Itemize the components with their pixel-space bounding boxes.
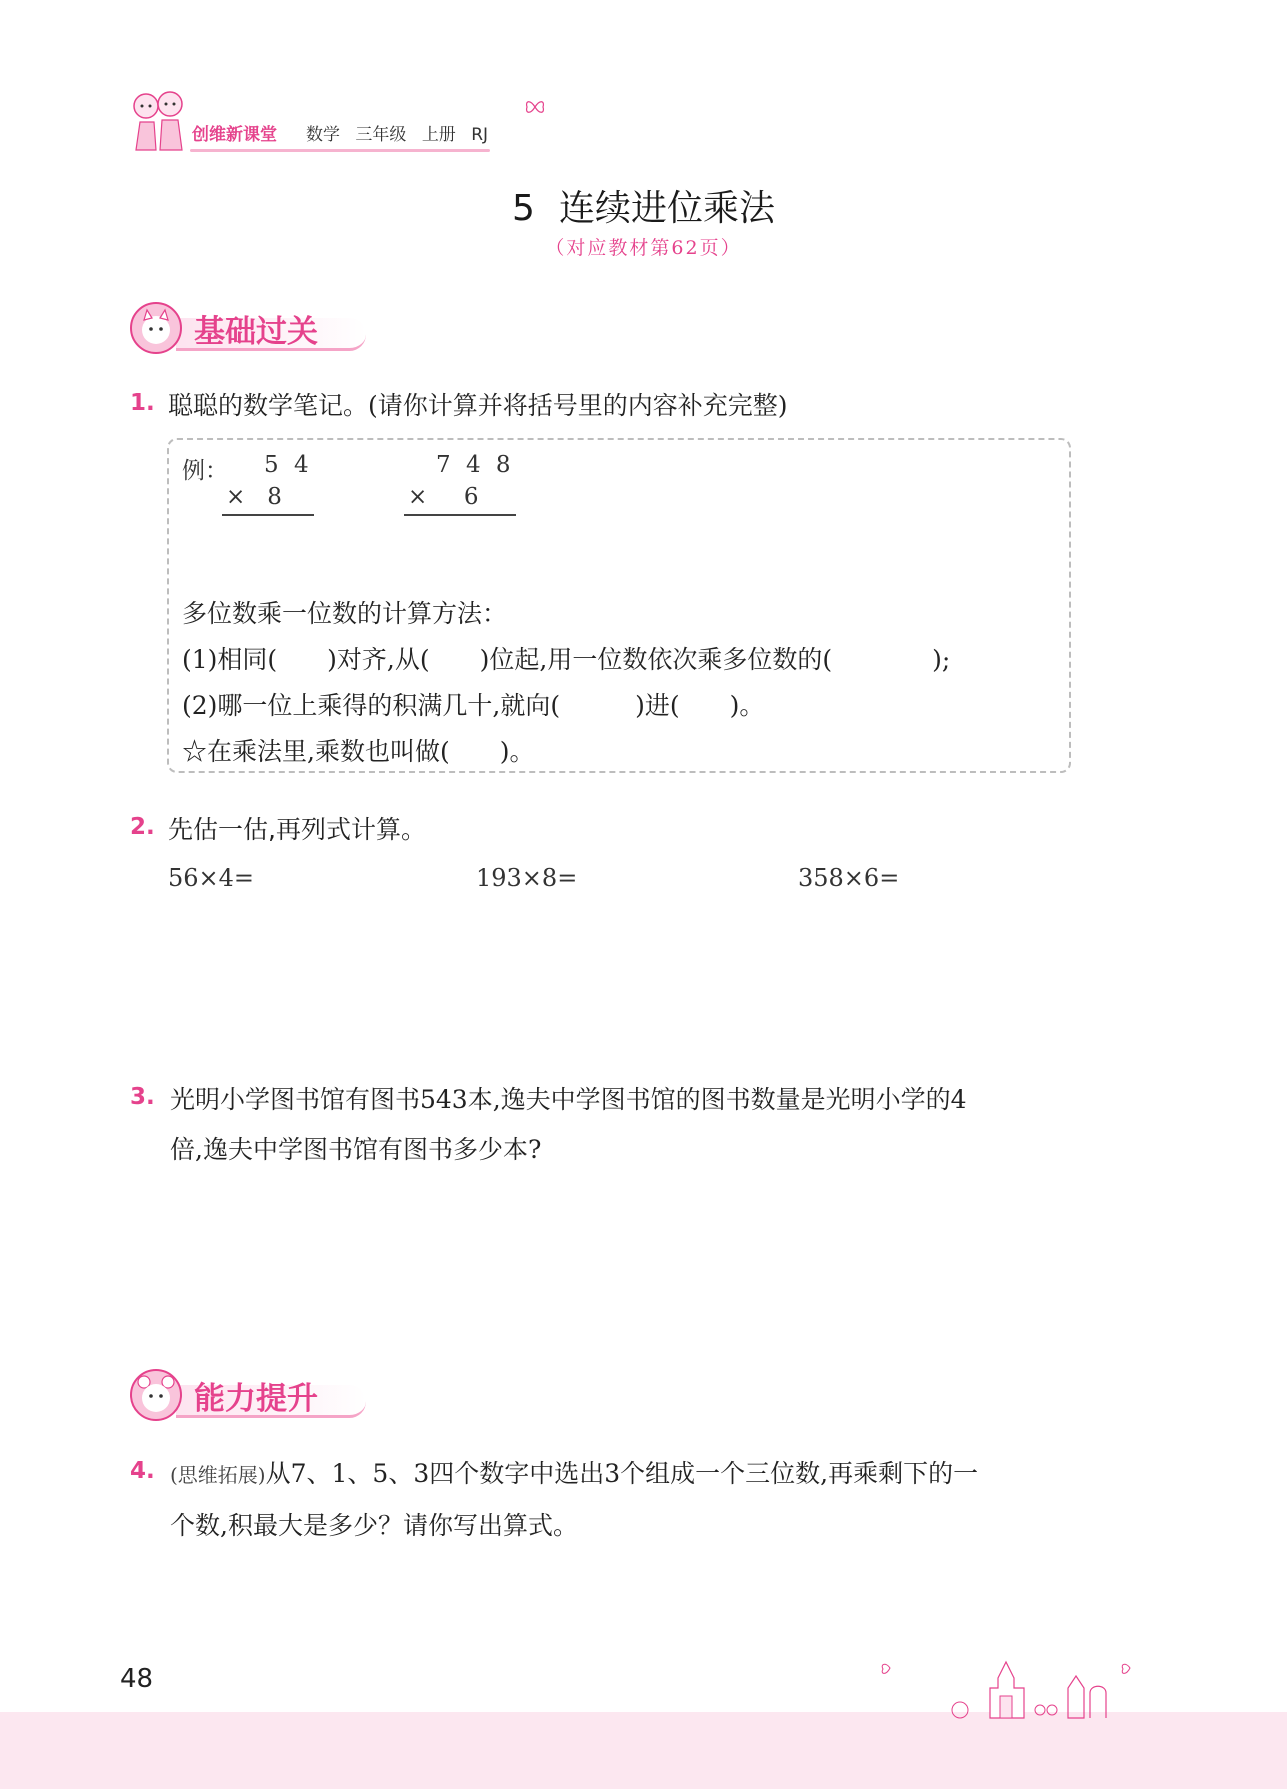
butterfly-icon xyxy=(524,98,546,116)
q4-tag: (思维拓展) xyxy=(170,1463,266,1487)
example-label: 例： xyxy=(182,458,228,484)
q3-line-2: 倍,逸夫中学图书馆有图书多少本? xyxy=(170,1135,542,1164)
volume: 上册 xyxy=(421,125,456,145)
q3-line-1: 光明小学图书馆有图书543本,逸夫中学图书馆的图书数量是光明小学的4 xyxy=(170,1085,967,1114)
q2-text: 先估一估,再列式计算。 xyxy=(168,815,426,844)
example1-multiplicand: 5 4 xyxy=(264,452,313,478)
brand-name: 创维新课堂 xyxy=(192,125,277,145)
example1-rule xyxy=(222,514,314,516)
lesson-name: 连续进位乘法 xyxy=(558,188,775,229)
bear-mascot-icon xyxy=(128,1367,184,1423)
q2-expression-3: 358×6= xyxy=(798,864,900,892)
section-banner-advanced xyxy=(128,1367,373,1423)
lesson-number: 5 xyxy=(512,188,535,229)
lesson-title xyxy=(0,180,1287,231)
q1-hint: (请你计算并将括号里的内容补充完整) xyxy=(368,391,788,420)
castle-decoration-icon xyxy=(880,1648,1170,1720)
example2-multiplicand: 7 4 8 xyxy=(436,452,515,478)
q1-prompt: 聪聪的数学笔记。 xyxy=(168,391,369,420)
rule-1: (1)相同( )对齐,从( )位起,用一位数依次乘多位数的( ); xyxy=(182,645,951,674)
rule-2: (2)哪一位上乘得的积满几十,就向( )进( )。 xyxy=(182,691,765,720)
q2-expression-2: 193×8= xyxy=(476,864,578,892)
rule-3: ☆在乘法里,乘数也叫做( )。 xyxy=(182,737,535,766)
section-title-basic: 基础过关 xyxy=(194,314,318,350)
grade: 三年级 xyxy=(355,125,407,145)
page-number: 48 xyxy=(120,1664,154,1694)
q4-line-1 xyxy=(170,1454,978,1490)
q1-text xyxy=(168,386,788,422)
section-banner-basic xyxy=(128,300,373,356)
book-meta xyxy=(306,120,498,145)
q4-line-1-text: 从7、1、5、3四个数字中选出3个组成一个三位数,再乘剩下的一 xyxy=(265,1459,979,1488)
mascot-girls-icon xyxy=(126,86,190,156)
example2-multiplier: × 6 xyxy=(408,484,479,510)
q1-number: 1. xyxy=(130,390,155,416)
cat-mascot-icon xyxy=(128,300,184,356)
q2-expression-1: 56×4= xyxy=(168,864,255,892)
textbook-reference: （对应教材第62页） xyxy=(545,237,742,259)
section-title-advanced: 能力提升 xyxy=(194,1381,318,1417)
edition: RJ xyxy=(471,125,489,145)
header-underline xyxy=(190,149,490,152)
subject: 数学 xyxy=(306,125,340,145)
method-title: 多位数乘一位数的计算方法： xyxy=(182,599,508,628)
q4-line-2: 个数,积最大是多少？请你写出算式。 xyxy=(170,1511,578,1540)
q2-number: 2. xyxy=(130,814,155,840)
q4-number: 4. xyxy=(130,1458,155,1484)
example1-multiplier: × 8 xyxy=(226,484,282,510)
footer-band xyxy=(0,1712,1287,1789)
example2-rule xyxy=(404,514,516,516)
q3-number: 3. xyxy=(130,1084,155,1110)
